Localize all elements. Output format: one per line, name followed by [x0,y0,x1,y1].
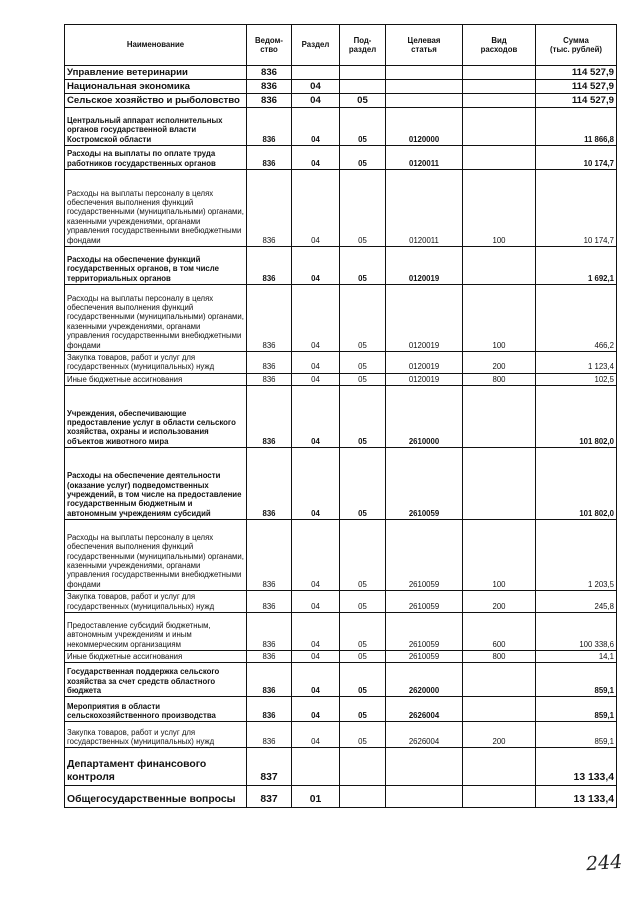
cell-podrazdel: 05 [340,613,386,651]
table-row [65,66,617,80]
cell-vid [463,94,536,108]
cell-ved: 837 [247,748,292,786]
cell-ved: 836 [247,170,292,247]
cell-razdel: 04 [292,352,340,374]
header-celevaya: Целевая статья [386,25,463,66]
cell-celevaya: 2610059 [386,613,463,651]
cell-summa: 14,1 [536,651,617,663]
cell-razdel: 04 [292,591,340,613]
cell-razdel: 04 [292,722,340,748]
cell-vid [463,386,536,448]
cell-podrazdel: 05 [340,373,386,385]
header-podrazdel: Под- раздел [340,25,386,66]
cell-razdel: 04 [292,663,340,697]
cell-vid [463,66,536,80]
cell-razdel: 04 [292,697,340,722]
table-row [65,520,617,591]
cell-razdel: 04 [292,146,340,170]
cell-summa: 466,2 [536,285,617,352]
cell-vid [463,247,536,285]
handwritten-page-number: 244 [585,850,623,876]
cell-podrazdel: 05 [340,94,386,108]
cell-vid [463,748,536,786]
cell-summa: 101 802,0 [536,386,617,448]
cell-celevaya [386,748,463,786]
cell-summa: 1 692,1 [536,247,617,285]
cell-ved: 836 [247,591,292,613]
cell-ved: 836 [247,651,292,663]
cell-razdel: 04 [292,170,340,247]
cell-ved: 836 [247,520,292,591]
header-name: Наименование [65,25,247,66]
cell-vid [463,786,536,808]
cell-summa: 114 527,9 [536,66,617,80]
cell-celevaya: 2610059 [386,651,463,663]
cell-celevaya [386,66,463,80]
cell-podrazdel [340,66,386,80]
cell-podrazdel: 05 [340,170,386,247]
table-row [65,722,617,748]
cell-vid: 100 [463,520,536,591]
cell-name: Национальная экономика [65,80,247,94]
cell-ved: 836 [247,697,292,722]
cell-name: Расходы на выплаты персоналу в целях обеспечения выполнения функций государственными (муниципальными) органами, казенными учреждениями, органами управления государственными внебюджетными фондами [65,520,247,591]
table-row [65,786,617,808]
cell-ved: 836 [247,722,292,748]
cell-razdel: 04 [292,108,340,146]
cell-podrazdel: 05 [340,352,386,374]
cell-ved: 836 [247,613,292,651]
table-row [65,448,617,520]
cell-summa: 859,1 [536,663,617,697]
cell-podrazdel: 05 [340,108,386,146]
cell-ved: 836 [247,80,292,94]
cell-celevaya: 0120019 [386,247,463,285]
cell-summa: 1 123,4 [536,352,617,374]
cell-razdel: 04 [292,520,340,591]
header-summa: Сумма (тыс. рублей) [536,25,617,66]
cell-celevaya: 2610059 [386,591,463,613]
cell-podrazdel [340,748,386,786]
cell-celevaya: 0120000 [386,108,463,146]
cell-vid: 100 [463,285,536,352]
budget-table [64,24,617,808]
cell-podrazdel: 05 [340,247,386,285]
cell-celevaya: 2626004 [386,697,463,722]
table-body [65,66,617,808]
table-row [65,285,617,352]
cell-name: Иные бюджетные ассигнования [65,373,247,385]
cell-ved: 836 [247,352,292,374]
budget-table-sheet [64,24,616,808]
cell-name: Закупка товаров, работ и услуг для государственных (муниципальных) нужд [65,591,247,613]
cell-vid: 200 [463,591,536,613]
table-row [65,170,617,247]
cell-ved: 836 [247,108,292,146]
cell-ved: 836 [247,373,292,385]
cell-razdel: 04 [292,80,340,94]
table-row [65,247,617,285]
table-row [65,352,617,374]
header-vid: Вид расходов [463,25,536,66]
cell-podrazdel: 05 [340,386,386,448]
cell-summa: 114 527,9 [536,94,617,108]
cell-podrazdel [340,80,386,94]
cell-ved: 836 [247,386,292,448]
cell-name: Иные бюджетные ассигнования [65,651,247,663]
cell-vid [463,146,536,170]
cell-summa: 13 133,4 [536,786,617,808]
cell-ved: 837 [247,786,292,808]
table-row [65,697,617,722]
cell-summa: 859,1 [536,697,617,722]
cell-vid: 800 [463,651,536,663]
cell-celevaya: 0120019 [386,352,463,374]
cell-podrazdel: 05 [340,651,386,663]
table-row [65,146,617,170]
cell-celevaya: 0120019 [386,373,463,385]
cell-name: Расходы на обеспечение деятельности (оказание услуг) подведомственных учреждений, в том числе на предоставление государственным бюджетным и автономным учреждениям субсидий [65,448,247,520]
cell-podrazdel: 05 [340,520,386,591]
cell-razdel: 04 [292,247,340,285]
cell-vid: 600 [463,613,536,651]
cell-celevaya [386,94,463,108]
cell-ved: 836 [247,146,292,170]
cell-name: Закупка товаров, работ и услуг для государственных (муниципальных) нужд [65,722,247,748]
cell-vid: 200 [463,352,536,374]
cell-razdel [292,66,340,80]
cell-name: Сельское хозяйство и рыболовство [65,94,247,108]
cell-celevaya [386,786,463,808]
table-row [65,386,617,448]
cell-summa: 1 203,5 [536,520,617,591]
table-row [65,663,617,697]
cell-celevaya: 2610059 [386,520,463,591]
cell-podrazdel: 05 [340,697,386,722]
cell-name: Расходы на выплаты персоналу в целях обеспечения выполнения функций государственными (муниципальными) органами, казенными учреждениями, органами управления государственными внебюджетными фондами [65,285,247,352]
cell-razdel: 04 [292,285,340,352]
cell-name: Мероприятия в области сельскохозяйственного производства [65,697,247,722]
cell-razdel: 04 [292,448,340,520]
cell-name: Управление ветеринарии [65,66,247,80]
table-row [65,613,617,651]
cell-celevaya: 2620000 [386,663,463,697]
table-row [65,748,617,786]
header-ved: Ведом- ство [247,25,292,66]
cell-vid [463,663,536,697]
cell-celevaya: 2610059 [386,448,463,520]
cell-vid: 100 [463,170,536,247]
cell-summa: 101 802,0 [536,448,617,520]
cell-vid [463,697,536,722]
cell-celevaya: 2626004 [386,722,463,748]
cell-ved: 836 [247,94,292,108]
cell-ved: 836 [247,247,292,285]
cell-razdel: 01 [292,786,340,808]
cell-name: Общегосударственные вопросы [65,786,247,808]
cell-ved: 836 [247,448,292,520]
cell-celevaya: 0120011 [386,146,463,170]
cell-name: Расходы на выплаты по оплате труда работников государственных органов [65,146,247,170]
cell-vid: 800 [463,373,536,385]
cell-summa: 102,5 [536,373,617,385]
cell-summa: 10 174,7 [536,170,617,247]
cell-celevaya: 2610000 [386,386,463,448]
cell-summa: 114 527,9 [536,80,617,94]
cell-celevaya: 0120019 [386,285,463,352]
table-row [65,94,617,108]
cell-podrazdel: 05 [340,285,386,352]
cell-name: Предоставление субсидий бюджетным, автономным учреждениям и иным некоммерческим организациям [65,613,247,651]
cell-vid: 200 [463,722,536,748]
cell-name: Расходы на выплаты персоналу в целях обеспечения выполнения функций государственными (муниципальными) органами, казенными учреждениями, органами управления государственными внебюджетными фондами [65,170,247,247]
cell-summa: 100 338,6 [536,613,617,651]
cell-vid [463,448,536,520]
cell-vid [463,80,536,94]
cell-razdel: 04 [292,613,340,651]
cell-ved: 836 [247,663,292,697]
cell-summa: 11 866,8 [536,108,617,146]
cell-razdel [292,748,340,786]
cell-name: Государственная поддержка сельского хозяйства за счет средств областного бюджета [65,663,247,697]
table-row [65,373,617,385]
cell-summa: 859,1 [536,722,617,748]
cell-podrazdel [340,786,386,808]
table-row [65,80,617,94]
table-header-row [65,25,617,66]
cell-podrazdel: 05 [340,448,386,520]
cell-summa: 10 174,7 [536,146,617,170]
cell-razdel: 04 [292,386,340,448]
cell-summa: 245,8 [536,591,617,613]
cell-celevaya [386,80,463,94]
cell-name: Департамент финансового контроля [65,748,247,786]
cell-name: Центральный аппарат исполнительных органов государственной власти Костромской области [65,108,247,146]
table-row [65,591,617,613]
cell-celevaya: 0120011 [386,170,463,247]
cell-ved: 836 [247,285,292,352]
header-razdel: Раздел [292,25,340,66]
cell-ved: 836 [247,66,292,80]
table-row [65,651,617,663]
cell-podrazdel: 05 [340,663,386,697]
cell-razdel: 04 [292,94,340,108]
cell-podrazdel: 05 [340,591,386,613]
cell-summa: 13 133,4 [536,748,617,786]
cell-podrazdel: 05 [340,146,386,170]
cell-podrazdel: 05 [340,722,386,748]
cell-razdel: 04 [292,373,340,385]
cell-vid [463,108,536,146]
cell-razdel: 04 [292,651,340,663]
table-row [65,108,617,146]
cell-name: Закупка товаров, работ и услуг для государственных (муниципальных) нужд [65,352,247,374]
cell-name: Учреждения, обеспечивающие предоставление услуг в области сельского хозяйства, охраны и использования объектов животного мира [65,386,247,448]
cell-name: Расходы на обеспечение функций государственных органов, в том числе территориальных органов [65,247,247,285]
